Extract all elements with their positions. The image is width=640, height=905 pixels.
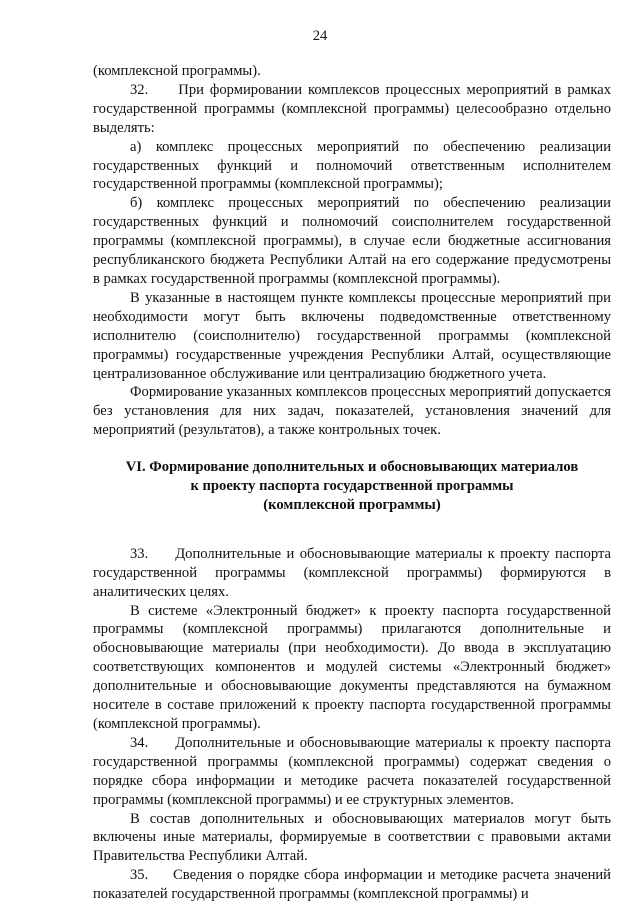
paragraph: б) комплекс процессных мероприятий по обеспечению реализации государственных функций и полномочий соисполнителем государственной программы (комплексной программы), в случае если бюджетные ассигнования республиканского бюджета Республики Алтай на его содержание предусмотрены в рамках государственной программы (комплексной программы). (93, 195, 611, 287)
paragraph: (комплексной программы). (93, 63, 261, 79)
paragraph: В указанные в настоящем пункте комплексы процессные мероприятий при необходимости могут быть включены подведомственные ответственному исполнителю (соисполнителю) государственной программы (комплексной программы) государственные учреждения Республики Алтай, осуществляющие централизованное обслуживание или централизацию бюджетного учета. (93, 289, 611, 382)
document-body (93, 62, 611, 904)
paragraph: а) комплекс процессных мероприятий по обеспечению реализации государственных функций и полномочий ответственным исполнителем государственной программы (комплексной программы); (93, 138, 611, 193)
paragraph: 32. При формировании комплексов процессных мероприятий в рамках государственной программы (комплексной программы) целесообразно отдельно выделять: (93, 81, 611, 136)
paragraph: 35. Сведения о порядке сбора информации и методике расчета значений показателей государственной программы (комплексной программы) и (93, 867, 611, 903)
paragraph: Формирование указанных комплексов процессных мероприятий допускается без установления для них задач, показателей, установления значений для мероприятий (результатов), а также контрольных точек. (93, 384, 611, 439)
paragraph: 34. Дополнительные и обосновывающие материалы к проекту паспорта государственной программы (комплексной программы) содержат сведения о порядке сбора информации и методике расчета показателей государственной программы (комплексной программы) и ее структурных элементов. (93, 734, 611, 808)
paragraphs-after-heading (93, 545, 611, 904)
section-heading-line-1: VI. Формирование дополнительных и обосновывающих материалов (125, 459, 579, 476)
page-number: 24 (312, 28, 328, 44)
section-heading-line-3: (комплексной программы) (263, 496, 441, 513)
paragraph: В системе «Электронный бюджет» к проекту паспорта государственной программы (комплексной программы) прилагаются дополнительные и обосновывающие материалы (при необходимости). До ввода в эксплуатацию соответствующих компонентов и модулей системы «Электронный бюджет» дополнительные и обосновывающие документы представляются на бумажном носителе в составе приложений к проекту паспорта государственной программы (комплексной программы). (93, 602, 611, 732)
paragraphs-before-heading (93, 62, 611, 440)
section-heading (93, 458, 611, 515)
paragraph: 33. Дополнительные и обосновывающие материалы к проекту паспорта государственной программы (комплексной программы) формируются в аналитических целях. (93, 545, 611, 600)
section-heading-line-2: к проекту паспорта государственной программы (190, 478, 514, 495)
paragraph: В состав дополнительных и обосновывающих материалов могут быть включены иные материалы, формируемые в соответствии с правовыми актами Правительства Республики Алтай. (93, 810, 611, 865)
